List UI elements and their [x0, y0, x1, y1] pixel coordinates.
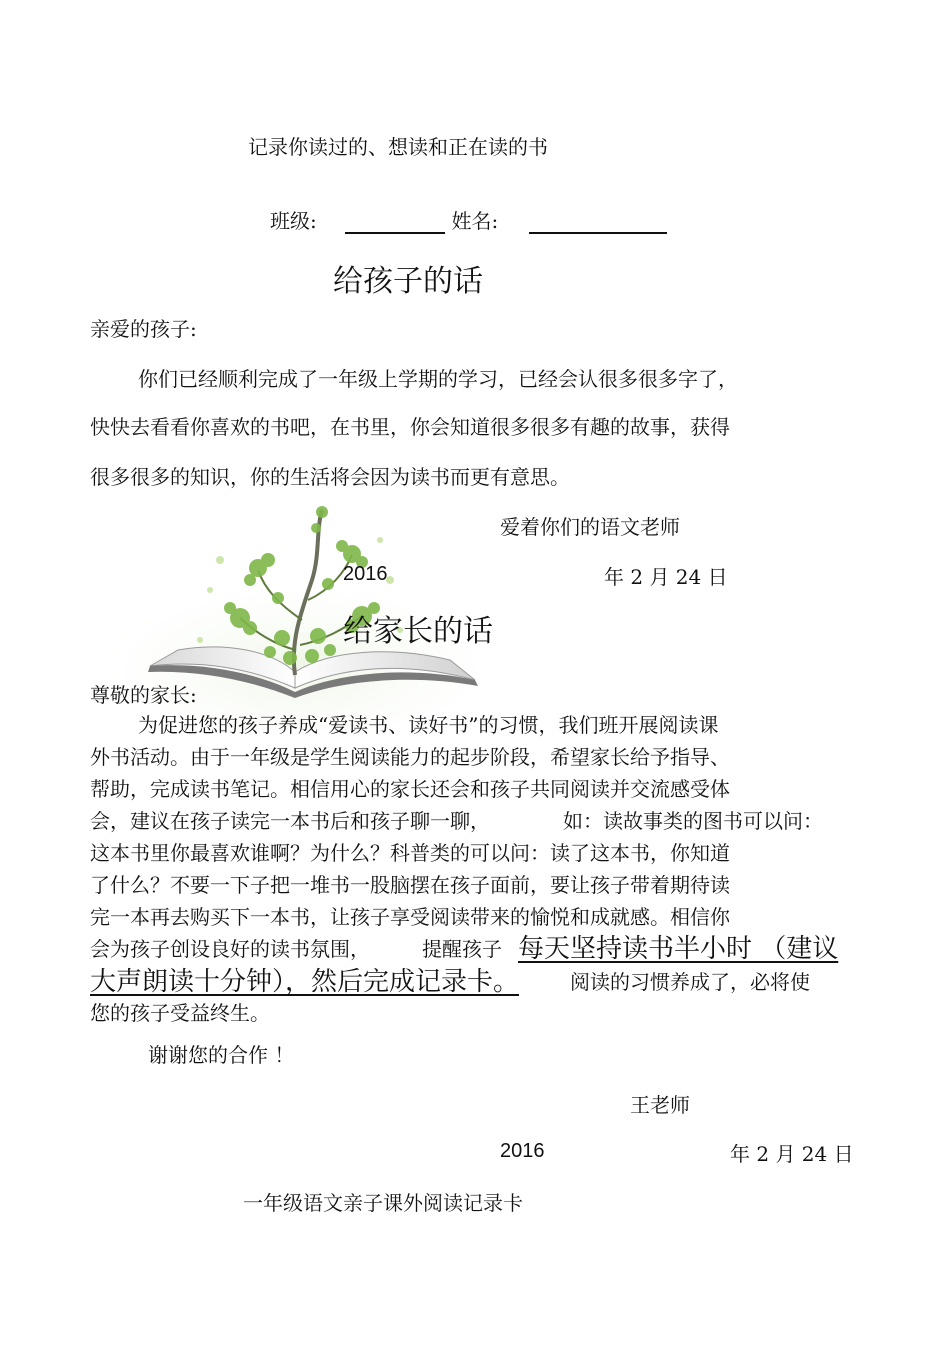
child-line-2: 快快去看看你喜欢的书吧，在书里，你会知道很多很多有趣的故事，获得: [90, 415, 730, 439]
class-label: 班级:: [270, 209, 317, 233]
child-date-rest: 年 2 月 24 日: [604, 565, 728, 589]
child-signature: 爱着你们的语文老师: [500, 515, 680, 539]
parent-line-1: 为促进您的孩子养成“爱读书、读好书”的习惯，我们班开展阅读课: [138, 713, 719, 737]
parent-greeting: 尊敬的家长:: [90, 683, 197, 707]
parent-line-3: 帮助，完成读书笔记。相信用心的家长还会和孩子共同阅读并交流感受体: [90, 777, 730, 801]
parent-line-7: 完一本再去购买下一本书，让孩子享受阅读带来的愉悦和成就感。相信你: [90, 905, 730, 929]
after-emphasis: 阅读的习惯养成了，必将使: [570, 970, 810, 994]
parent-date-rest: 年 2 月 24 日: [730, 1142, 854, 1166]
child-greeting: 亲爱的孩子:: [90, 317, 197, 341]
child-line-1: 你们已经顺利完成了一年级上学期的学习，已经会认很多很多字了，: [138, 367, 738, 391]
emphasis-line-2: 大声朗读十分钟），然后完成记录卡。: [90, 967, 520, 997]
reading-card-title: 一年级语文亲子课外阅读记录卡: [243, 1191, 523, 1215]
parent-signature: 王老师: [630, 1093, 690, 1117]
child-letter-title: 给孩子的话: [333, 264, 483, 299]
parent-line-4: 会，建议在孩子读完一本书后和孩子聊一聊，: [90, 809, 490, 833]
name-field[interactable]: [529, 210, 667, 234]
parent-line-4-tail: 如：读故事类的图书可以问：: [563, 809, 823, 833]
parent-line-8: 会为孩子创设良好的读书氛围，: [90, 937, 370, 961]
class-name-row: [270, 205, 667, 234]
parent-line-6: 了什么？不要一下子把一堆书一股脑摆在孩子面前，要让孩子带着期待读: [90, 873, 730, 897]
child-line-3: 很多很多的知识，你的生活将会因为读书而更有意思。: [90, 465, 570, 489]
thanks: 谢谢您的合作 ！: [148, 1043, 295, 1067]
emphasis-line-1: 每天坚持读书半小时 （建议: [518, 934, 839, 964]
parent-line-5: 这本书里你最喜欢谁啊？为什么？科普类的可以问：读了这本书，你知道: [90, 841, 730, 865]
subtitle: 记录你读过的、想读和正在读的书: [248, 135, 548, 159]
class-field[interactable]: [345, 210, 445, 234]
remind-text: 提醒孩子: [422, 937, 502, 961]
parent-line-2: 外书活动。由于一年级是学生阅读能力的起步阶段，希望家长给予指导、: [90, 745, 730, 769]
parent-last-line: 您的孩子受益终生。: [90, 1001, 270, 1025]
parent-date-year: 2016: [500, 1140, 545, 1162]
name-label: 姓名:: [451, 209, 499, 233]
child-date-year: 2016: [343, 563, 388, 585]
parent-letter-title: 给家长的话: [343, 614, 493, 649]
